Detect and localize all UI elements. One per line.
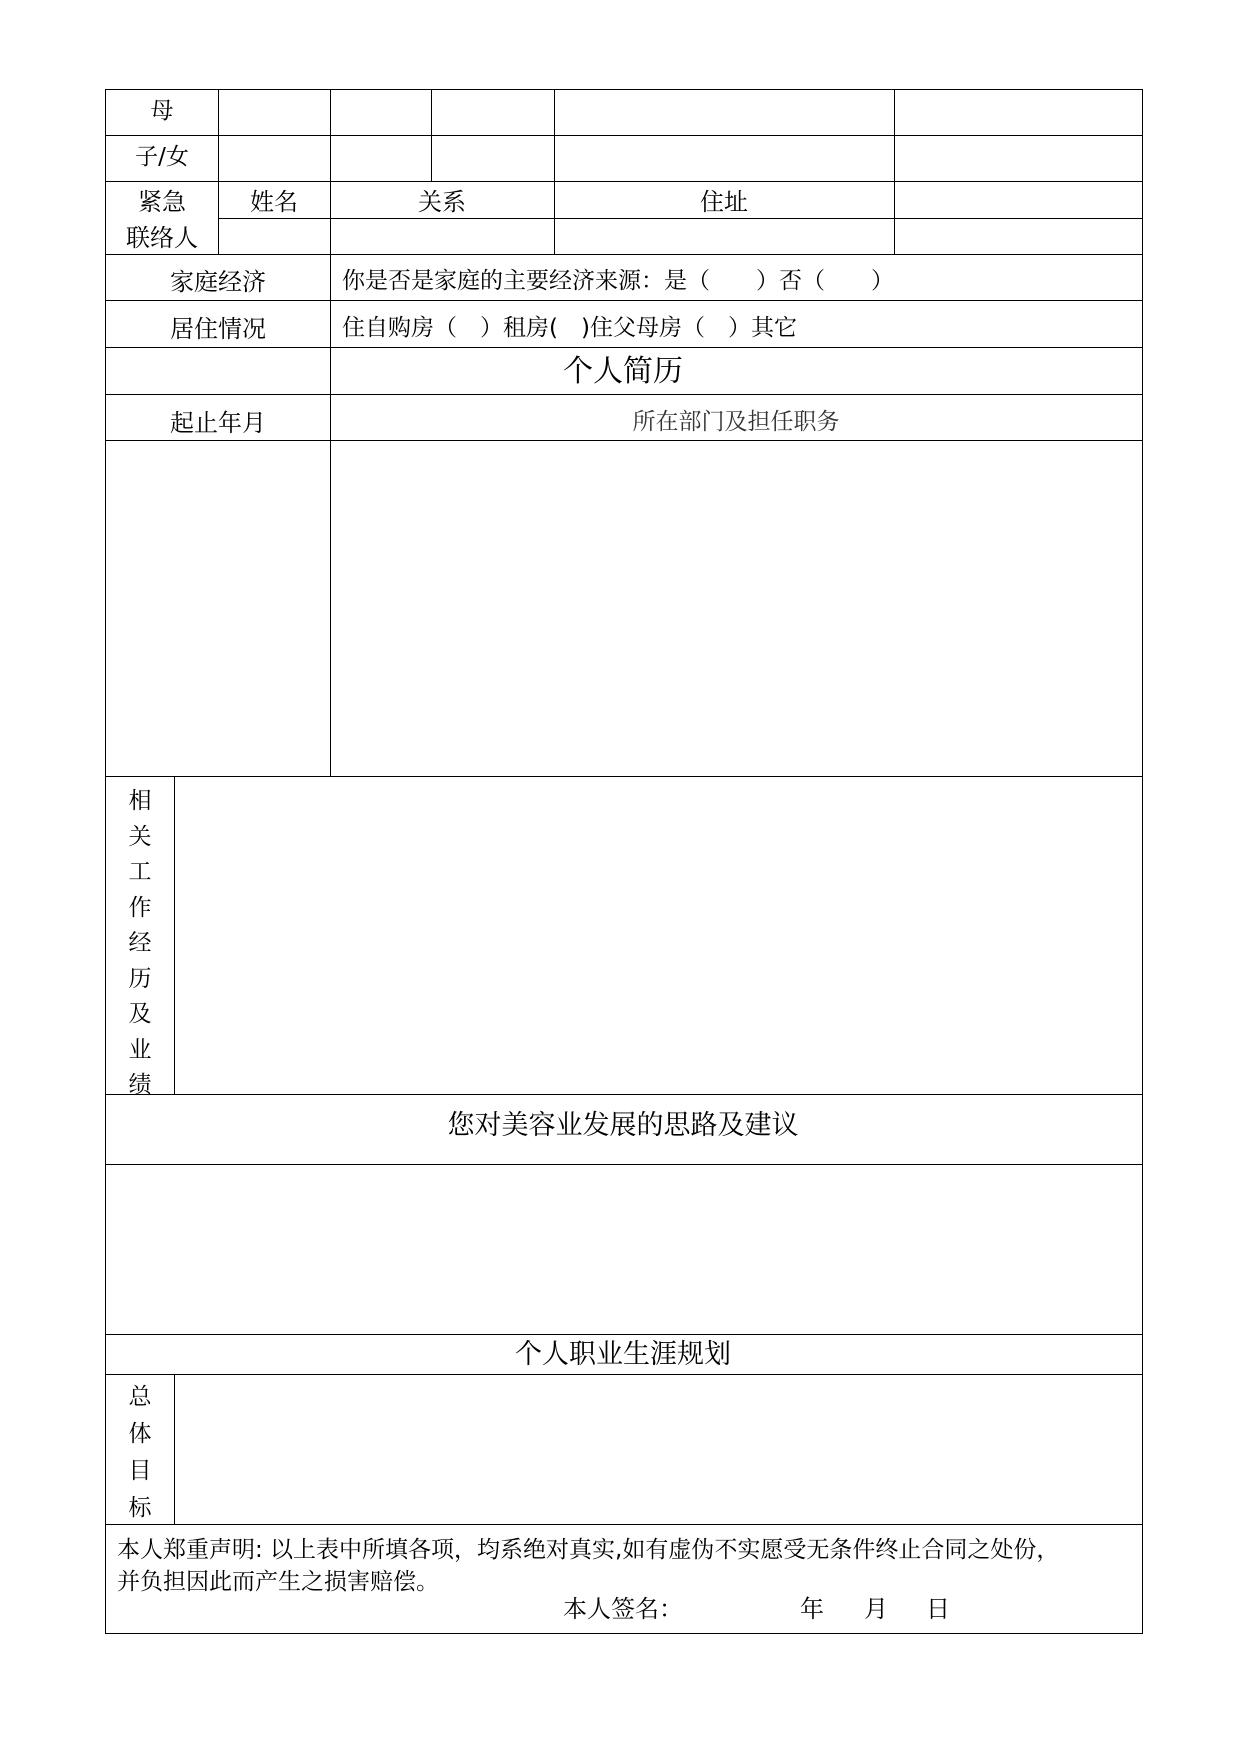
economy-label: 家庭经济	[170, 268, 266, 296]
row-divider	[105, 300, 1143, 301]
table-border-left	[105, 89, 106, 1633]
overall-goal-label-char: 目	[128, 1458, 152, 1484]
col-divider	[330, 440, 331, 776]
experience-label-char: 相	[128, 788, 152, 814]
suggestion-title: 您对美容业发展的思路及建议	[447, 1110, 799, 1141]
career-title: 个人职业生涯规划	[515, 1339, 731, 1370]
year-label: 年	[800, 1595, 824, 1623]
emergency-name-header: 姓名	[250, 188, 298, 216]
row-divider	[105, 440, 1143, 441]
overall-goal-label-char: 标	[128, 1495, 152, 1521]
row-divider	[105, 181, 1143, 182]
resume-position-header: 所在部门及担任职务	[632, 409, 840, 435]
month-label: 月	[864, 1595, 888, 1623]
experience-label-char: 经	[128, 930, 152, 956]
experience-label-char: 业	[128, 1036, 152, 1063]
economy-question: 你是否是家庭的主要经济来源：是（ ）否（ ）	[342, 268, 894, 294]
col-divider	[431, 89, 432, 181]
overall-goal-label-char: 总	[128, 1384, 152, 1410]
row-divider	[105, 347, 1143, 348]
emergency-label-line2: 联络人	[126, 224, 198, 252]
row-divider	[105, 776, 1143, 777]
experience-label-char: 及	[128, 1001, 152, 1027]
experience-label-char: 作	[128, 894, 152, 921]
row-divider	[105, 394, 1143, 395]
experience-label-char: 历	[128, 965, 152, 992]
col-divider	[174, 1374, 175, 1524]
emergency-relation-header: 关系	[418, 188, 466, 216]
col-divider	[894, 89, 895, 254]
row-divider	[105, 1633, 1143, 1634]
signature-label: 本人签名：	[563, 1595, 683, 1623]
row-divider	[105, 1334, 1143, 1335]
resume-title: 个人简历	[563, 354, 683, 389]
emergency-label-line1: 紧急	[138, 188, 186, 216]
experience-label	[125, 784, 155, 1104]
row-divider	[105, 135, 1143, 136]
day-label: 日	[926, 1595, 950, 1623]
col-divider	[330, 89, 331, 440]
col-divider	[554, 89, 555, 254]
overall-goal-label	[125, 1379, 155, 1527]
experience-label-char: 绩	[128, 1072, 152, 1098]
residence-label: 居住情况	[170, 315, 266, 343]
mother-label: 母	[150, 98, 174, 124]
col-divider	[174, 776, 175, 1094]
col-divider	[218, 89, 219, 254]
row-divider	[105, 1374, 1143, 1375]
row-divider	[105, 89, 1143, 90]
declaration-line2: 并负担因此而产生之损害赔偿。	[117, 1569, 439, 1595]
residence-options: 住自购房（ ）租房( )住父母房（ ）其它	[342, 315, 797, 341]
experience-label-char: 工	[128, 859, 152, 885]
row-divider	[218, 218, 1143, 219]
overall-goal-label-char: 体	[128, 1421, 152, 1447]
declaration-line1: 本人郑重声明: 以上表中所填各项，均系绝对真实,如有虚伪不实愿受无条件终止合同之处份，	[117, 1537, 1060, 1563]
resume-period-header: 起止年月	[170, 409, 266, 437]
experience-label-char: 关	[128, 823, 152, 850]
emergency-address-header: 住址	[700, 188, 748, 216]
row-divider	[105, 1094, 1143, 1095]
table-border-right	[1142, 89, 1143, 1633]
row-divider	[105, 254, 1143, 255]
child-label: 子/女	[135, 144, 189, 170]
row-divider	[105, 1524, 1143, 1525]
row-divider	[105, 1164, 1143, 1165]
